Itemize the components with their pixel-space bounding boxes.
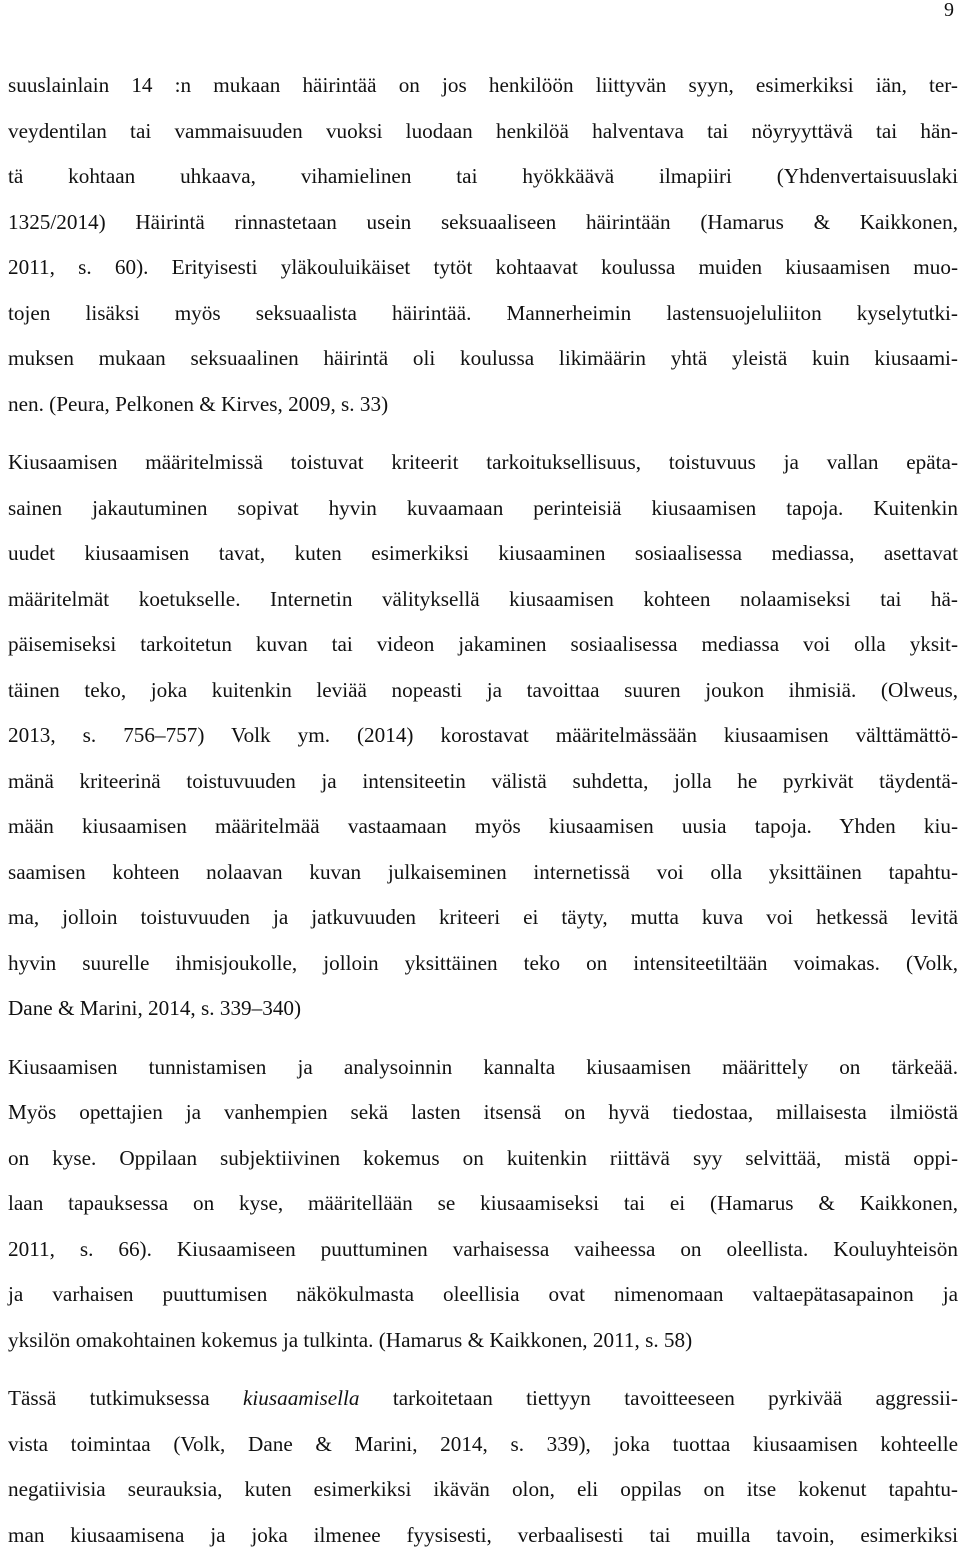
text-run: Tässä tutkimuksessa <box>8 1386 243 1410</box>
text-line <box>8 1376 958 1422</box>
text-line: määritelmät koetukselle. Internetin välityksellä kiusaamisen kohteen nolaamiseksi tai hä- <box>8 586 958 611</box>
text-line: negatiivisia seurauksia, kuten esimerkiksi ikävän olon, eli oppilas on itse kokenut tapahtu- <box>8 1477 958 1501</box>
text-line: 2011, s. 66). Kiusaamiseen puuttuminen varhaisessa vaiheessa on oleellista. Kouluyhteisön <box>8 1236 958 1261</box>
text-line: tojen lisäksi myös seksuaalista häirintää. Mannerheimin lastensuojeluliiton kyselytutki- <box>8 300 958 325</box>
text-line: man kiusaamisena ja joka ilmenee fyysisesti, verbaalisesti tai muilla tavoin, esimerkiksi <box>8 1522 958 1547</box>
text-line: yksilön omakohtainen kokemus ja tulkinta. (Hamarus & Kaikkonen, 2011, s. 58) <box>8 1327 693 1352</box>
text-line: hyvin suurelle ihmisjoukolle, jolloin yksittäinen teko on intensiteetiltään voimakas. (Volk, <box>8 950 958 975</box>
text-line: Myös opettajien ja vanhempien sekä lasten itsensä on hyvä tiedostaa, millaisesta ilmiöstä <box>8 1100 958 1124</box>
text-line: suuslainlain 14 :n mukaan häirintää on jos henkilöön liittyvän syyn, esimerkiksi iän, ter- <box>8 73 958 97</box>
text-line: vista toimintaa (Volk, Dane & Marini, 2014, s. 339), joka tuottaa kiusaamisen kohteelle <box>8 1431 958 1456</box>
document-body <box>8 63 958 1558</box>
text-line: tä kohtaan uhkaava, vihamielinen tai hyökkäävä ilmapiiri (Yhdenvertaisuuslaki <box>8 164 958 188</box>
text-line: ma, jolloin toistuvuuden ja jatkuvuuden kriteeri ei täyty, mutta kuva voi hetkessä levitä <box>8 905 958 929</box>
text-line: ja varhaisen puuttumisen näkökulmasta oleellisia ovat nimenomaan valtaepätasapainon ja <box>8 1282 958 1306</box>
text-line: 1325/2014) Häirintä rinnastetaan usein seksuaaliseen häirintään (Hamarus & Kaikkonen, <box>8 209 958 234</box>
emphasized-term: kiusaamisella <box>242 1386 360 1410</box>
text-line: 2013, s. 756–757) Volk ym. (2014) korostavat määritelmässään kiusaamisen välttämättö- <box>8 723 958 747</box>
text-line: 2011, s. 60). Erityisesti yläkouluikäiset tytöt kohtaavat koulussa muiden kiusaamisen muo- <box>8 255 958 279</box>
text-line: on kyse. Oppilaan subjektiivinen kokemus on kuitenkin riittävä syy selvittää, mistä oppi- <box>8 1145 958 1170</box>
page-number: 9 <box>944 0 954 21</box>
text-line: laan tapauksessa on kyse, määritellään se kiusaamiseksi tai ei (Hamarus & Kaikkonen, <box>8 1191 958 1215</box>
text-line: veydentilan tai vammaisuuden vuoksi luodaan henkilöä halventava tai nöyryyttävä tai hän- <box>8 118 958 143</box>
text-line: Kiusaamisen määritelmissä toistuvat kriteerit tarkoituksellisuus, toistuvuus ja vallan epäta- <box>8 450 958 474</box>
text-line: nen. (Peura, Pelkonen & Kirves, 2009, s. 33) <box>8 391 389 416</box>
text-line: saamisen kohteen nolaavan kuvan julkaiseminen internetissä voi olla yksittäinen tapahtu- <box>8 859 958 884</box>
paragraph-3 <box>8 1045 958 1364</box>
text-line: mänä kriteerinä toistuvuuden ja intensiteetin välistä suhdetta, jolla he pyrkivät täydentä- <box>8 768 958 793</box>
text-line: Dane & Marini, 2014, s. 339–340) <box>8 996 302 1020</box>
text-line: mään kiusaamisen määritelmää vastaamaan myös kiusaamisen uusia tapoja. Yhden kiu- <box>8 814 958 838</box>
paragraph-2 <box>8 440 958 1032</box>
text-run: tarkoitetaan tiettyyn tavoitteeseen pyrkivää aggressii- <box>359 1386 958 1410</box>
text-line: päisemiseksi tarkoitetun kuvan tai videon jakaminen sosiaalisessa mediassa voi olla yksit- <box>8 632 958 656</box>
text-line: muksen mukaan seksuaalinen häirintä oli koulussa likimäärin yhtä yleistä kuin kiusaami- <box>8 346 958 370</box>
text-line: uudet kiusaamisen tavat, kuten esimerkiksi kiusaaminen sosiaalisessa mediassa, asettavat <box>8 541 958 565</box>
text-line: sainen jakautuminen sopivat hyvin kuvaamaan perinteisiä kiusaamisen tapoja. Kuitenkin <box>8 495 958 520</box>
text-line: Kiusaamisen tunnistamisen ja analysoinnin kannalta kiusaamisen määrittely on tärkeää. <box>8 1054 958 1079</box>
paragraph-1 <box>8 63 958 427</box>
paragraph-4 <box>8 1376 958 1558</box>
text-line: täinen teko, joka kuitenkin leviää nopeasti ja tavoittaa suuren joukon ihmisiä. (Olweus, <box>8 677 958 702</box>
